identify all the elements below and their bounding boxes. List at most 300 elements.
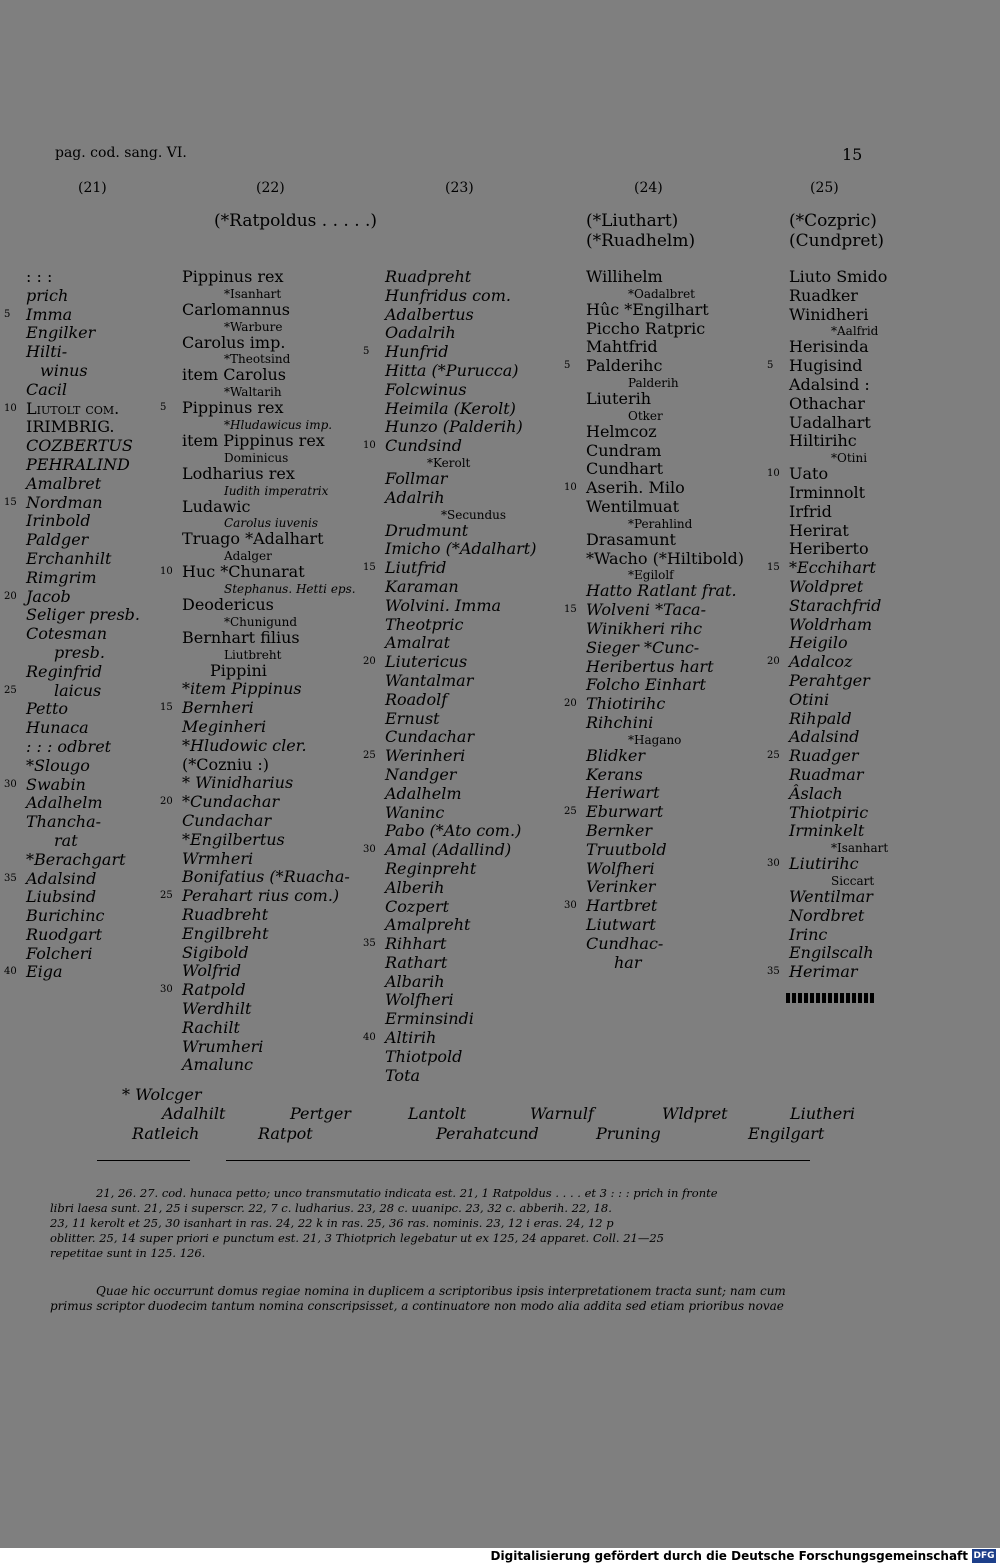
name-entry — [26, 926, 166, 945]
name-text: winus — [40, 360, 88, 380]
name-text: Herirat — [789, 520, 849, 540]
column-number-21: (21) — [78, 180, 107, 196]
name-entry — [182, 718, 372, 737]
name-entry — [182, 1000, 372, 1019]
name-entry — [586, 442, 766, 461]
name-text: *Warbure — [224, 319, 283, 334]
name-text: Eiga — [26, 962, 63, 982]
name-entry — [385, 616, 565, 635]
name-entry — [26, 757, 166, 776]
name-entry — [586, 320, 766, 339]
name-text: prich — [26, 285, 69, 305]
name-entry — [385, 710, 565, 729]
separator-rule — [226, 1160, 810, 1161]
name-text: Petto — [26, 699, 69, 719]
name-entry — [586, 733, 766, 747]
name-entry — [789, 503, 979, 522]
name-text: Cundhart — [586, 459, 664, 479]
column-number-24: (24) — [634, 180, 663, 196]
name-text: Ludawic — [182, 496, 251, 516]
name-text: Sigibold — [182, 942, 249, 962]
name-text: laicus — [54, 680, 102, 700]
name-text: Liutericus — [385, 652, 468, 672]
apparatus-line: repetitae sunt in 125. 126. — [50, 1246, 206, 1260]
name-text: COZBERTUS — [26, 436, 133, 456]
name-entry — [182, 868, 372, 887]
name-text: Willihelm — [586, 267, 663, 286]
name-entry — [160, 792, 372, 812]
name-entry — [182, 944, 372, 963]
column-21 — [4, 267, 166, 982]
line-number: 35 — [363, 938, 376, 950]
name-entry — [4, 492, 166, 513]
name-entry — [182, 648, 372, 662]
name-entry — [385, 634, 565, 653]
line-number: 30 — [160, 984, 173, 996]
name-entry — [385, 381, 565, 400]
line-number: 10 — [160, 566, 173, 578]
name-entry — [385, 916, 565, 935]
name-text: Heriwart — [586, 783, 660, 803]
name-text: Irinc — [789, 924, 828, 944]
name-text: Folcwinus — [385, 379, 467, 399]
column-23 — [363, 267, 565, 1085]
name-text: Hilti- — [26, 342, 68, 362]
name-entry — [385, 1010, 565, 1029]
name-text: Pippinus rex — [182, 267, 284, 286]
name-text: Heimila (Kerolt) — [385, 398, 516, 418]
name-entry — [789, 691, 979, 710]
bottom-name: Lantolt — [408, 1104, 467, 1123]
name-entry — [789, 616, 979, 635]
name-entry — [767, 746, 979, 766]
name-entry — [385, 898, 565, 917]
name-entry — [363, 840, 565, 860]
line-number: 30 — [767, 858, 780, 870]
apparatus-line: 21, 26. 27. cod. hunaca petto; unco transmutatio indicata est. 21, 1 Ratpoldus . . . . et 3 : : : prich in fronte — [96, 1186, 718, 1200]
name-entry — [586, 822, 766, 841]
name-entry — [789, 432, 979, 451]
name-text: Meginheri — [182, 716, 267, 736]
name-entry — [385, 578, 565, 597]
name-entry — [564, 802, 766, 822]
name-text: Amalunc — [182, 1055, 253, 1075]
line-number: 5 — [363, 346, 370, 358]
name-text: Cundsind — [385, 436, 462, 456]
name-text: Thancha- — [26, 812, 102, 832]
name-text: Lodharius rex — [182, 463, 295, 483]
name-text: Thiotirihc — [586, 694, 666, 714]
name-text: : : : — [26, 267, 53, 286]
line-number: 30 — [564, 900, 577, 912]
column-number-22: (22) — [256, 180, 285, 196]
column-head-25-line2: (Cundpret) — [789, 231, 884, 251]
bottom-name: Ratpot — [258, 1124, 313, 1143]
name-text: Ruadger — [789, 746, 859, 766]
name-entry — [586, 582, 766, 601]
name-entry — [789, 766, 979, 785]
name-text: *Theotsind — [224, 352, 291, 367]
running-head-left: pag. cod. sang. VI. — [55, 145, 187, 161]
line-number: 10 — [767, 468, 780, 480]
name-entry — [26, 418, 166, 437]
name-text: Ernust — [385, 708, 440, 728]
name-text: Heriberto — [789, 539, 869, 559]
commentary-line: Quae hic occurrunt domus regiae nomina in duplicem a scriptoribus ipsis interpretationem tracta sunt; nam cum — [96, 1284, 786, 1298]
name-text: Swabin — [26, 774, 86, 794]
name-entry — [160, 886, 372, 906]
name-entry — [182, 451, 372, 465]
name-entry — [385, 456, 565, 470]
name-text: Siccart — [831, 873, 875, 888]
name-entry — [586, 268, 766, 287]
name-text: Ruadpreht — [385, 267, 472, 286]
name-text: Irminkelt — [789, 821, 865, 841]
name-text: Adalbertus — [385, 304, 474, 324]
name-text: Oadalrih — [385, 323, 456, 343]
name-entry — [385, 522, 565, 541]
name-text: Woldpret — [789, 576, 864, 596]
line-number: 15 — [564, 604, 577, 616]
name-entry — [586, 301, 766, 320]
name-text: Wolfheri — [385, 990, 454, 1010]
name-entry — [182, 812, 372, 831]
line-number: 40 — [363, 1032, 376, 1044]
name-entry — [789, 287, 979, 306]
name-text: Sieger *Cunc- — [586, 637, 700, 657]
name-entry — [385, 268, 565, 287]
name-entry — [385, 508, 565, 522]
name-entry — [182, 320, 372, 334]
name-entry — [385, 860, 565, 879]
name-text: * Winidharius — [182, 773, 294, 793]
name-entry — [182, 1056, 372, 1075]
bottom-name: Warnulf — [530, 1104, 594, 1123]
name-text: Eburwart — [586, 802, 664, 822]
name-text: Nandger — [385, 764, 457, 784]
name-text: Carolus iuvenis — [224, 516, 319, 531]
name-entry — [182, 962, 372, 981]
name-text: *Slougo — [26, 755, 90, 775]
name-text: Winidheri — [789, 304, 869, 324]
name-text: Wentilmuat — [586, 496, 680, 516]
name-entry — [26, 268, 166, 287]
name-entry — [385, 362, 565, 381]
name-entry — [26, 625, 166, 644]
name-entry — [564, 896, 766, 916]
name-text: Adalhelm — [385, 783, 462, 803]
name-entry — [182, 301, 372, 320]
name-text: *Ecchihart — [789, 558, 876, 578]
name-entry — [586, 531, 766, 550]
name-text: *Cundachar — [182, 792, 280, 812]
name-text: Aserih. Milo — [586, 478, 685, 498]
name-entry — [26, 550, 166, 569]
name-text: Thiotpold — [385, 1046, 463, 1066]
name-text: rat — [54, 830, 78, 850]
name-text: Hatto Ratlant frat. — [586, 581, 737, 601]
column-head-24-line1: (*Liuthart) — [586, 211, 679, 231]
name-entry — [182, 629, 372, 648]
name-entry — [789, 672, 979, 691]
name-entry — [26, 569, 166, 588]
name-entry — [789, 874, 979, 888]
name-text: Winikheri rihc — [586, 618, 703, 638]
name-text: Huc *Chunarat — [182, 562, 305, 582]
name-text: *Isanhart — [831, 841, 889, 856]
name-text: Pippini — [210, 660, 267, 680]
name-entry — [4, 398, 166, 419]
name-entry — [26, 644, 166, 663]
name-text: Engilbreht — [182, 923, 269, 943]
name-text: Mahtfrid — [586, 337, 658, 357]
name-text: *Aalfrid — [831, 324, 879, 339]
name-text: Folcho Einhart — [586, 675, 706, 695]
name-entry — [789, 484, 979, 503]
line-number: 20 — [4, 590, 17, 602]
line-number: 30 — [4, 778, 17, 790]
name-text: (*Cozniu :) — [182, 754, 269, 774]
name-text: Altirih — [385, 1028, 437, 1048]
name-entry — [564, 694, 766, 714]
name-text: Follmar — [385, 468, 448, 488]
name-entry — [789, 907, 979, 926]
name-entry — [182, 596, 372, 615]
name-text: Rimgrim — [26, 567, 97, 587]
line-number: 10 — [4, 402, 17, 414]
name-text: Hunaca — [26, 718, 89, 738]
bottom-name: Ratleich — [132, 1124, 200, 1143]
name-text: Starachfrid — [789, 595, 882, 615]
name-entry — [586, 639, 766, 658]
name-text: Seliger presb. — [26, 605, 141, 625]
name-entry — [789, 268, 979, 287]
name-entry — [363, 652, 565, 672]
name-text: Piccho Ratpric — [586, 318, 706, 338]
name-text: Imma — [26, 304, 73, 324]
name-text: Drasamunt — [586, 529, 676, 549]
name-entry — [586, 676, 766, 695]
name-entry — [789, 597, 979, 616]
line-number: 15 — [767, 562, 780, 574]
name-entry — [564, 600, 766, 620]
name-text: *Berachgart — [26, 849, 126, 869]
name-text: Reginfrid — [26, 661, 103, 681]
name-entry — [26, 832, 166, 851]
name-text: Irfrid — [789, 501, 832, 521]
name-entry — [385, 597, 565, 616]
erased-line — [786, 993, 876, 1003]
name-entry — [182, 484, 372, 498]
bottom-name: Wldpret — [662, 1104, 728, 1123]
name-text: Cundhac- — [586, 933, 664, 953]
name-entry — [789, 728, 979, 747]
name-entry — [160, 980, 372, 1000]
name-entry — [4, 304, 166, 325]
name-text: Deodericus — [182, 594, 274, 614]
name-text: Werdhilt — [182, 998, 252, 1018]
name-text: Adalsind — [26, 868, 97, 888]
line-number: 25 — [564, 806, 577, 818]
name-entry — [182, 530, 372, 549]
name-text: Roadolf — [385, 689, 448, 709]
name-entry — [385, 766, 565, 785]
name-text: Wrumheri — [182, 1036, 264, 1056]
name-text: Drudmunt — [385, 520, 469, 540]
name-text: Hunzo (Palderih) — [385, 417, 523, 437]
name-entry — [363, 342, 565, 362]
name-entry — [363, 1028, 565, 1048]
name-text: Bernheri — [182, 698, 254, 718]
name-entry — [26, 287, 166, 306]
name-entry — [586, 860, 766, 879]
name-entry — [586, 878, 766, 897]
name-entry — [586, 423, 766, 442]
name-text: Rihhart — [385, 934, 447, 954]
name-text: presb. — [54, 642, 105, 662]
name-text: item Pippinus rex — [182, 430, 325, 450]
name-text: Carolus imp. — [182, 332, 286, 352]
name-text: Liubsind — [26, 887, 97, 907]
name-text: Liutfrid — [385, 558, 447, 578]
name-entry — [385, 400, 565, 419]
column-25 — [767, 267, 979, 982]
name-text: Wrmheri — [182, 848, 254, 868]
name-text: Ratpold — [182, 980, 246, 1000]
name-entry — [586, 747, 766, 766]
name-entry — [182, 516, 372, 530]
name-text: Werinheri — [385, 746, 466, 766]
name-entry — [767, 558, 979, 578]
name-entry — [586, 714, 766, 733]
name-text: Amalbret — [26, 473, 102, 493]
name-text: Cozpert — [385, 896, 450, 916]
name-text: *Hludawicus imp. — [224, 417, 333, 432]
name-entry — [586, 620, 766, 639]
name-text: Woldrham — [789, 614, 873, 634]
name-text: Liutwart — [586, 914, 656, 934]
name-entry — [182, 498, 372, 517]
name-entry — [182, 334, 372, 353]
name-entry — [789, 376, 979, 395]
column-head-25-line1: (*Cozpric) — [789, 211, 877, 231]
name-entry — [586, 517, 766, 531]
name-entry — [586, 550, 766, 569]
line-number: 25 — [767, 750, 780, 762]
name-entry — [182, 432, 372, 451]
name-text: Wolvini. Imma — [385, 595, 502, 615]
name-text: Liutirihc — [789, 854, 859, 874]
name-text: Engilker — [26, 323, 96, 343]
name-text: Hunfridus com. — [385, 285, 511, 305]
name-text: Waninc — [385, 802, 445, 822]
name-text: Liutolt com. — [26, 398, 120, 418]
name-text: *Egilolf — [628, 568, 674, 583]
line-number: 10 — [363, 440, 376, 452]
name-entry — [26, 719, 166, 738]
name-text: item Carolus — [182, 365, 286, 385]
name-text: Truutbold — [586, 839, 667, 859]
name-entry — [160, 698, 372, 718]
name-entry — [26, 343, 166, 362]
name-text: Hugisind — [789, 356, 863, 376]
name-entry — [385, 287, 565, 306]
name-entry — [385, 691, 565, 710]
name-entry — [586, 784, 766, 803]
name-text: Palderih — [628, 375, 679, 390]
name-text: Liuto Smido — [789, 267, 888, 286]
name-text: Imicho (*Adalhart) — [385, 539, 537, 559]
name-entry — [182, 465, 372, 484]
name-text: Othachar — [789, 393, 865, 413]
name-text: Adalsind : — [789, 374, 870, 394]
name-text: Hunfrid — [385, 342, 449, 362]
name-text: Ruadbreht — [182, 904, 269, 924]
name-entry — [385, 822, 565, 841]
name-entry — [385, 954, 565, 973]
name-entry — [767, 356, 979, 376]
name-text: *Secundus — [441, 507, 507, 522]
name-text: Nordman — [26, 492, 103, 512]
name-text: Iudith imperatrix — [224, 483, 329, 498]
column-head-24-line2: (*Ruadhelm) — [586, 231, 696, 251]
line-number: 20 — [160, 796, 173, 808]
name-entry — [363, 436, 565, 456]
name-entry — [26, 456, 166, 475]
name-entry — [26, 700, 166, 719]
name-text: Helmcoz — [586, 421, 657, 441]
column-24 — [564, 267, 766, 972]
name-entry — [789, 578, 979, 597]
name-entry — [26, 606, 166, 625]
name-entry — [182, 418, 372, 432]
name-entry — [385, 418, 565, 437]
name-text: Uato — [789, 464, 829, 484]
name-text: : : : odbret — [26, 736, 112, 756]
name-entry — [586, 935, 766, 954]
name-entry — [586, 460, 766, 479]
name-entry — [385, 470, 565, 489]
name-entry — [182, 268, 372, 287]
name-text: Stephanus. Hetti eps. — [224, 581, 356, 596]
name-text: Albarih — [385, 971, 445, 991]
name-text: Hûc *Engilhart — [586, 299, 709, 319]
name-entry — [586, 658, 766, 677]
name-entry — [789, 306, 979, 325]
name-entry — [182, 831, 372, 850]
name-text: Burichinc — [26, 906, 105, 926]
line-number: 25 — [363, 750, 376, 762]
name-entry — [789, 822, 979, 841]
name-text: Bernhart filius — [182, 627, 300, 647]
name-text: Amalrat — [385, 633, 450, 653]
name-text: Pabo (*Ato com.) — [385, 821, 522, 841]
column-22 — [160, 267, 372, 1075]
name-text: Cacil — [26, 379, 67, 399]
name-entry — [564, 356, 766, 376]
name-entry — [385, 672, 565, 691]
apparatus-line: 23, 11 kerolt et 25, 30 isanhart in ras. 24, 22 k in ras. 25, 36 ras. nominis. 23, 12 i eras. 24, 12 p — [50, 1216, 614, 1230]
name-entry — [586, 376, 766, 390]
name-entry — [789, 710, 979, 729]
name-entry — [385, 728, 565, 747]
apparatus-line: oblitter. 25, 14 super priori e punctum est. 21, 3 Thiotprich legebatur ut ex 125, 24 apparet. Coll. 21—25 — [50, 1231, 665, 1245]
name-text: Ruadker — [789, 285, 858, 305]
name-entry — [586, 498, 766, 517]
line-number: 15 — [363, 562, 376, 574]
name-text: Adalsind — [789, 727, 860, 747]
commentary-line: primus scriptor duodecim tantum nomina conscripsisset, a continuatore non modo alia addita sed etiam prioribus novae — [50, 1299, 784, 1313]
